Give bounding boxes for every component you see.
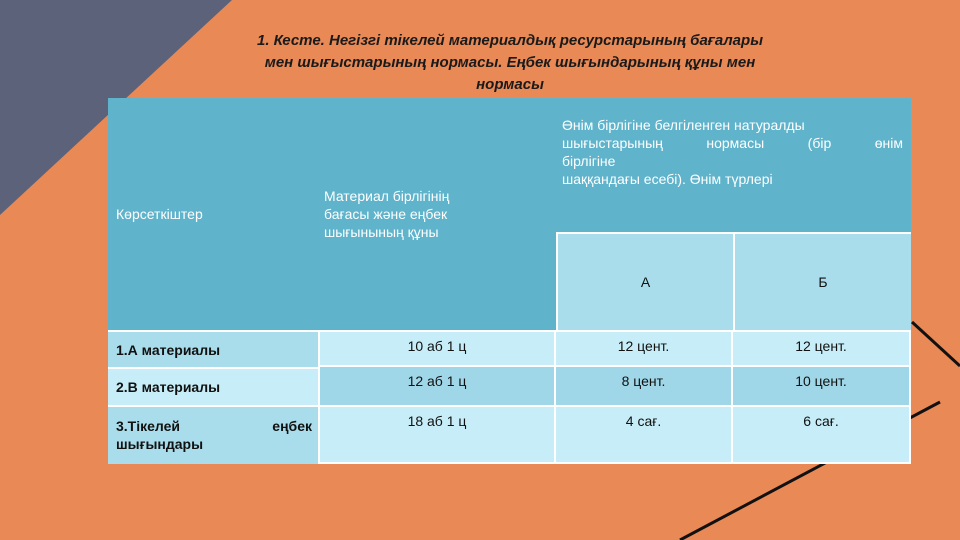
slide-title: 1. Кесте. Негізгі тікелей материалдық ресурстарының бағалары мен шығыстарының нормасы. Еңбек шығындарының құны мен нормасы: [256, 32, 763, 93]
header-norm: Өнім бірлігіне белгіленген натуралды шығыстарының нормасы (бір өнім бірлігіне шаққандағы есебі). Өнім түрлері: [556, 98, 911, 232]
table-cell-price: 10 аб 1 ц: [318, 330, 556, 367]
table-row-label: 3.Тікелей еңбек шығындары: [108, 405, 318, 464]
table-cell-price: 12 аб 1 ц: [318, 367, 556, 405]
table-cell-a: 4 сағ.: [556, 405, 733, 464]
header-price: Материал бірлігінің бағасы және еңбек шығынының құны: [318, 98, 556, 330]
table-cell-b: 10 цент.: [733, 367, 911, 405]
table-cell-a: 12 цент.: [556, 330, 733, 367]
table-cell-a: 8 цент.: [556, 367, 733, 405]
resources-table: [108, 98, 911, 464]
header-type-b: Б: [733, 232, 911, 330]
table-cell-b: 6 сағ.: [733, 405, 911, 464]
table-row-label: 2.В материалы: [108, 367, 318, 405]
header-indicators: Көрсеткіштер: [108, 98, 318, 330]
header-type-a: А: [556, 232, 733, 330]
table-cell-b: 12 цент.: [733, 330, 911, 367]
table-row-label: 1.А материалы: [108, 330, 318, 367]
table-cell-price: 18 аб 1 ц: [318, 405, 556, 464]
